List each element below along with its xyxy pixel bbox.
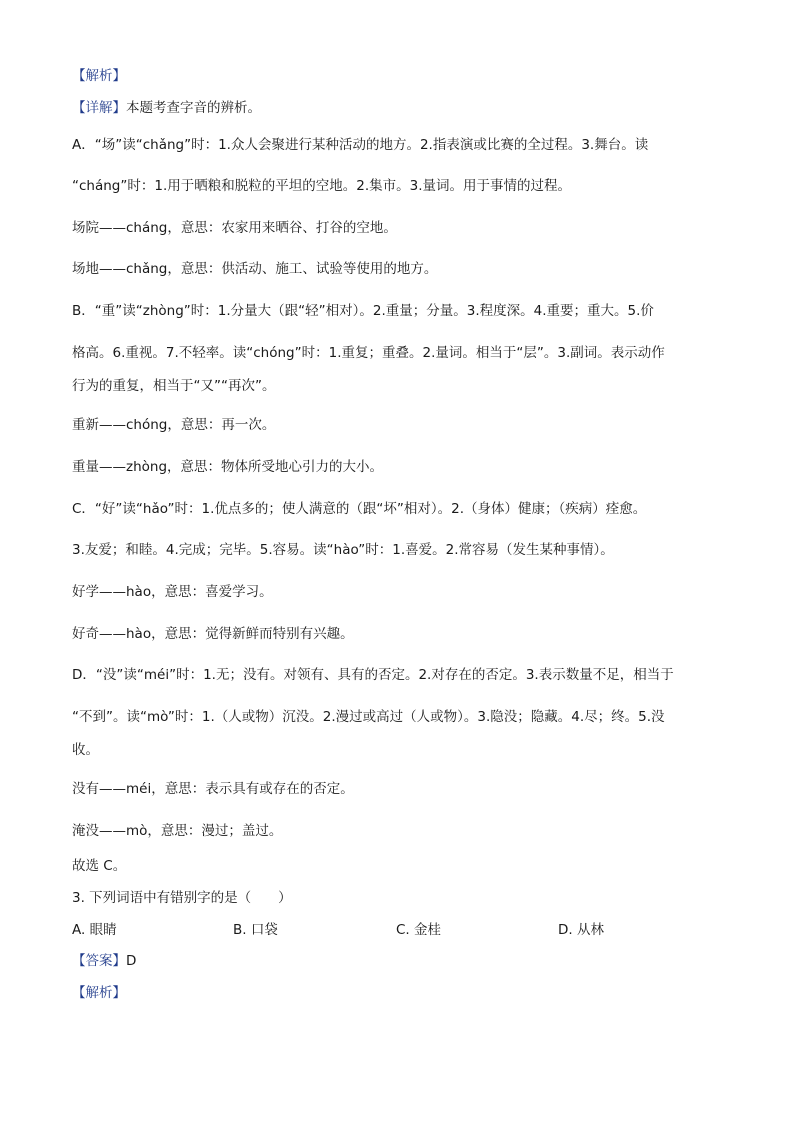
question-3-option-a: A. 眼睛 bbox=[72, 922, 117, 938]
option-d-word-1: 没有——méi，意思：表示具有或存在的否定。 bbox=[72, 781, 354, 797]
question-3-option-c: C. 金桂 bbox=[396, 922, 442, 938]
analysis-label: 【解析】 bbox=[72, 68, 126, 84]
option-b-word-2: 重量——zhòng，意思：物体所受地心引力的大小。 bbox=[72, 459, 384, 475]
question-3-option-d: D. 从林 bbox=[558, 922, 604, 938]
question-3-stem: 3. 下列词语中有错别字的是（ ） bbox=[72, 890, 292, 906]
detail-line bbox=[72, 99, 261, 117]
option-b-line-2: 格高。6.重视。7.不轻率。读“chóng”时：1.重复；重叠。2.量词。相当于“层”。3.副词。表示动作 bbox=[72, 345, 665, 361]
option-c-word-1: 好学——hào，意思：喜爱学习。 bbox=[72, 584, 273, 600]
answer-value: D bbox=[126, 953, 137, 969]
option-a-line-1: A．“场”读“chǎng”时：1.众人会聚进行某种活动的地方。2.指表演或比赛的全过程。3.舞台。读 bbox=[72, 137, 649, 153]
option-c-word-2: 好奇——hào，意思：觉得新鲜而特别有兴趣。 bbox=[72, 626, 354, 642]
question-3-option-b: B. 口袋 bbox=[233, 922, 278, 938]
option-d-line-3: 收。 bbox=[72, 742, 99, 758]
option-b-word-1: 重新——chóng，意思：再一次。 bbox=[72, 417, 276, 433]
option-b-line-1: B．“重”读“zhòng”时：1.分量大（跟“轻”相对）。2.重量；分量。3.程度深。4.重要；重大。5.价 bbox=[72, 303, 654, 319]
option-d-word-2: 淹没——mò，意思：漫过；盖过。 bbox=[72, 823, 283, 839]
option-c-line-1: C．“好”读“hǎo”时：1.优点多的；使人满意的（跟“坏”相对）。2.（身体）健康；（疾病）痊愈。 bbox=[72, 501, 647, 517]
answer-label: 【答案】 bbox=[72, 953, 126, 969]
option-d-line-2: “不到”。读“mò”时：1.（人或物）沉没。2.漫过或高过（人或物）。3.隐没；隐藏。4.尽；终。5.没 bbox=[72, 709, 665, 725]
detail-text: 本题考查字音的辨析。 bbox=[126, 100, 261, 116]
option-c-line-2: 3.友爱；和睦。4.完成；完毕。5.容易。读“hào”时：1.喜爱。2.常容易（发生某种事情）。 bbox=[72, 542, 614, 558]
answer-line bbox=[72, 952, 136, 970]
option-a-word-2: 场地——chǎng，意思：供活动、施工、试验等使用的地方。 bbox=[72, 261, 438, 277]
option-a-word-1: 场院——cháng，意思：农家用来晒谷、打谷的空地。 bbox=[72, 220, 397, 236]
option-b-line-3: 行为的重复，相当于“又”“再次”。 bbox=[72, 378, 276, 394]
analysis-label-2: 【解析】 bbox=[72, 985, 126, 1001]
conclusion-text: 故选 C。 bbox=[72, 858, 127, 874]
option-a-line-2: “cháng”时：1.用于晒粮和脱粒的平坦的空地。2.集市。3.量词。用于事情的过程。 bbox=[72, 178, 572, 194]
option-d-line-1: D．“没”读“méi”时：1.无；没有。对领有、具有的否定。2.对存在的否定。3.表示数量不足，相当于 bbox=[72, 667, 674, 683]
detail-label: 【详解】 bbox=[72, 100, 126, 116]
